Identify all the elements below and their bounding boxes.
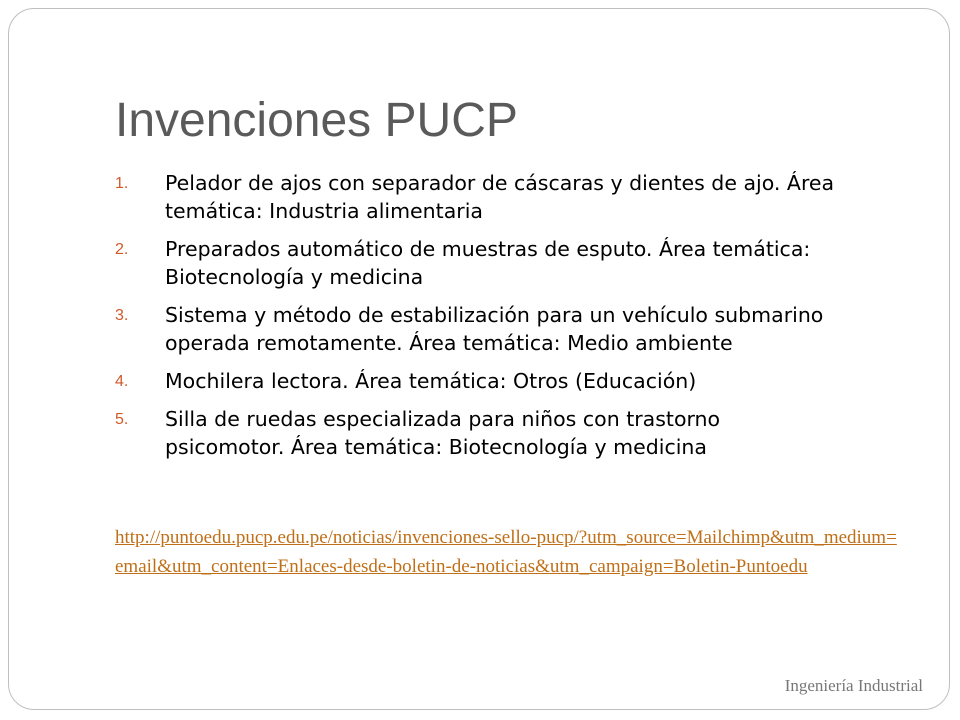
list-item-text: Mochilera lectora. Área temática: Otros (Educación) [165, 369, 697, 393]
slide-frame [8, 8, 950, 710]
list-item-number: 4. [115, 373, 129, 390]
source-link[interactable]: http://puntoedu.pucp.edu.pe/noticias/invenciones-sello-pucp/?utm_source=Mailchimp&utm_medium=email&utm_content=Enlaces-desde-boletin-de-noticias&utm_campaign=Boletin-Puntoedu [115, 527, 897, 577]
list-item [115, 235, 835, 291]
list-item [115, 405, 835, 461]
list-item-text: Pelador de ajos con separador de cáscaras y dientes de ajo. Área temática: Industria alimentaria [165, 171, 835, 223]
list-item [115, 367, 835, 395]
list-item [115, 301, 835, 357]
list-item-text: Sistema y método de estabilización para un vehículo submarino operada remotamente. Área temática: Medio ambiente [165, 303, 824, 355]
list-item-text: Silla de ruedas especializada para niños con trastorno psicomotor. Área temática: Biotecnología y medicina [165, 407, 721, 459]
list-item-text: Preparados automático de muestras de esputo. Área temática: Biotecnología y medicina [165, 237, 811, 289]
list-item-number: 1. [115, 175, 129, 192]
invention-list [115, 169, 835, 471]
footer-label: Ingeniería Industrial [784, 676, 923, 695]
list-item [115, 169, 835, 225]
list-item-number: 2. [115, 241, 129, 258]
list-item-number: 5. [115, 411, 129, 428]
list-item-number: 3. [115, 307, 129, 324]
slide-title: Invenciones PUCP [115, 94, 518, 147]
